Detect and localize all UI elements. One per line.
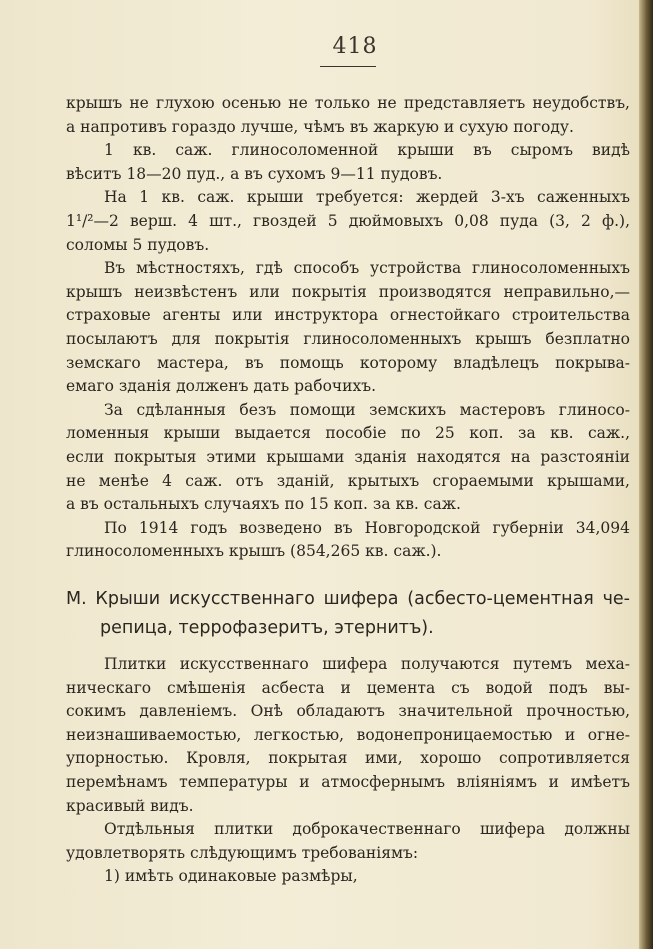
text-line: 1) имѣть одинаковые размѣры,	[104, 867, 358, 886]
text-line: перемѣнамъ температуры и атмосфернымъ вліяніямъ и имѣетъ	[66, 772, 630, 791]
body-text-top	[66, 92, 630, 564]
text-line: страховые агенты или инструктора огнестойкаго строительства	[66, 306, 630, 325]
section-heading	[66, 585, 630, 643]
heading-line: репица, террофазеритъ, этернитъ).	[100, 618, 434, 638]
text-line: а напротивъ гораздо лучше, чѣмъ въ жаркую и сухую погоду.	[66, 117, 574, 136]
page-number: 418	[332, 34, 378, 59]
text-line: не менѣе 4 саж. отъ зданій, крытыхъ сгораемыми крышами,	[66, 471, 630, 490]
text-line: ломенныя крыши выдается пособіе по 25 коп. за кв. саж.,	[66, 424, 630, 443]
text-line: Въ мѣстностяхъ, гдѣ способъ устройства глиносоломенныхъ	[104, 259, 630, 278]
text-line: вѣситъ 18—20 пуд., а въ сухомъ 9—11 пудовъ.	[66, 164, 443, 183]
text-line: удовлетворять слѣдующимъ требованіямъ:	[66, 843, 419, 862]
heading-line: М. Крыши искусственнаго шифера (асбесто-цементная че-	[66, 589, 630, 609]
text-line: красивый видъ.	[66, 796, 194, 815]
text-line: посылаютъ для покрытія глиносоломенныхъ крышъ безплатно	[66, 329, 630, 348]
text-line: 1¹/²—2 верш. 4 шт., гвоздей 5 дюймовыхъ 0,08 пуда (3, 2 ф.),	[66, 211, 630, 230]
text-line: По 1914 годъ возведено въ Новгородской губерніи 34,094	[104, 518, 630, 537]
text-line: крышъ не глухою осенью не только не представляетъ неудобствъ,	[66, 94, 630, 112]
body-text-bottom	[66, 653, 630, 889]
text-line: соломы 5 пудовъ.	[66, 235, 210, 254]
text-line: а въ остальныхъ случаяхъ по 15 коп. за кв. саж.	[66, 495, 461, 514]
text-line: земскаго мастера, въ помощь которому владѣлецъ покрыва-	[66, 353, 630, 372]
text-line: 1 кв. саж. глиносоломенной крыши въ сыромъ видѣ	[104, 141, 630, 160]
text-line: емаго зданія долженъ дать рабочихъ.	[66, 377, 377, 396]
text-line: упорностью. Кровля, покрытая ими, хорошо сопротивляется	[66, 749, 630, 768]
text-line: если покрытыя этими крышами зданія находятся на разстояніи	[66, 447, 630, 466]
text-line: За сдѣланныя безъ помощи земскихъ мастеровъ глиносо-	[104, 400, 630, 419]
page-number-rule	[320, 66, 376, 67]
text-line: Отдѣльныя плитки доброкачественнаго шифера должны	[104, 820, 630, 839]
text-line: сокимъ давленіемъ. Онѣ обладаютъ значительной прочностью,	[66, 702, 630, 721]
text-line: Плитки искусственнаго шифера получаются путемъ меха-	[104, 655, 630, 673]
text-line: ническаго смѣшенія асбеста и цемента съ водой подъ вы-	[66, 678, 630, 697]
text-line: неизнашиваемостью, легкостью, водонепроницаемостью и огне-	[66, 725, 630, 744]
text-line: крышъ неизвѣстенъ или покрытія производятся неправильно,—	[66, 282, 630, 301]
text-line: На 1 кв. саж. крыши требуется: жердей 3-хъ саженныхъ	[104, 188, 630, 207]
book-spine-shadow	[639, 0, 653, 949]
text-line: глиносоломенныхъ крышъ (854,265 кв. саж.).	[66, 542, 442, 561]
